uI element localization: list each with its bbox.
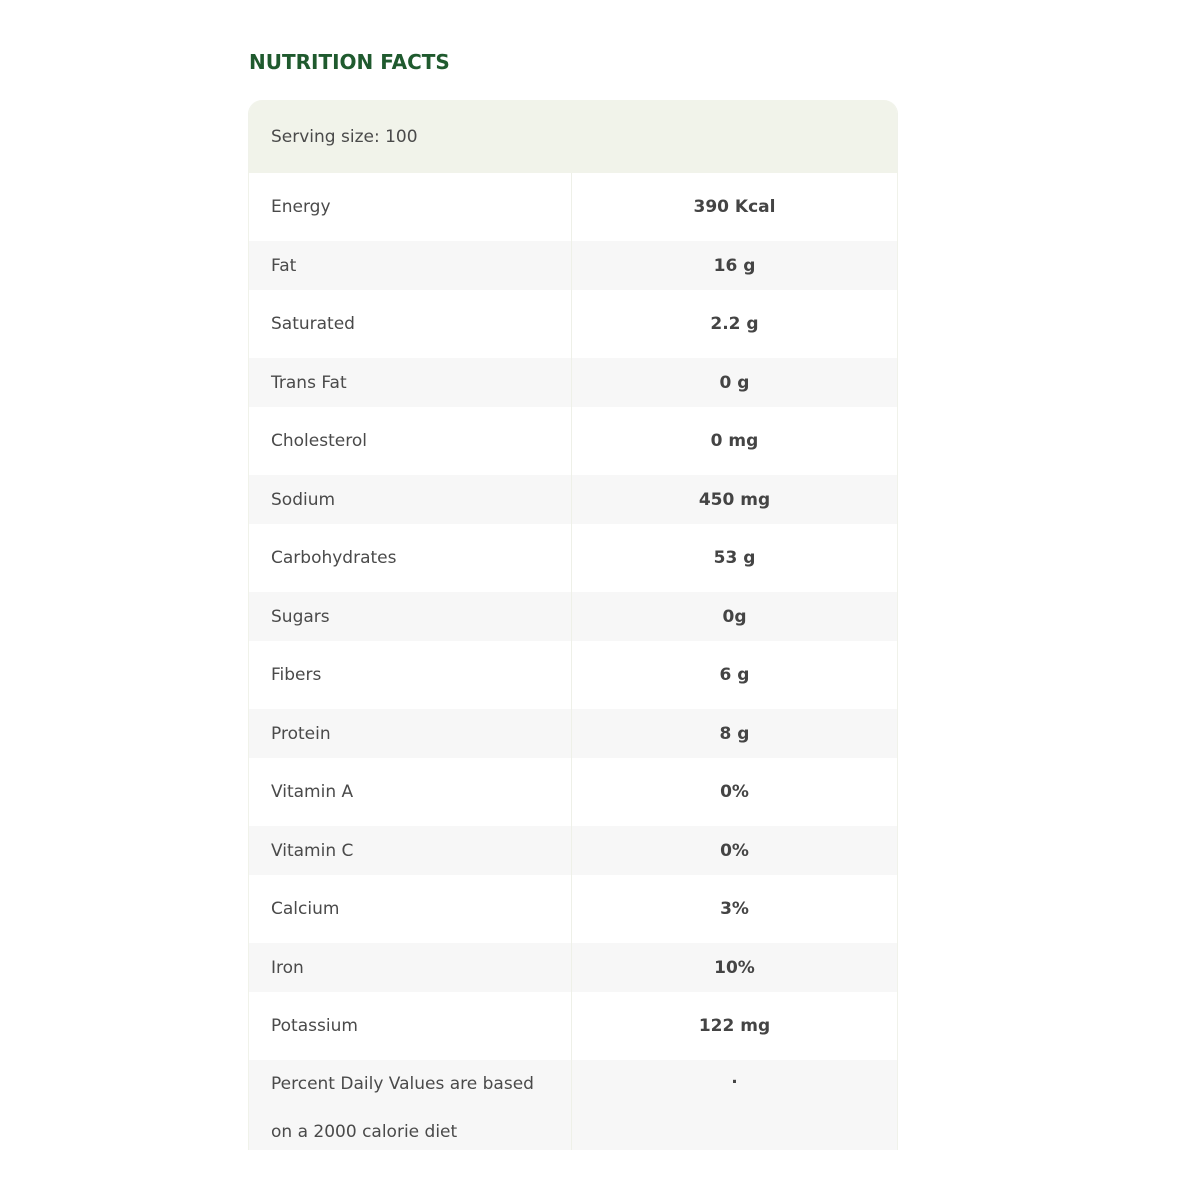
nutrient-value: 8 g [719, 723, 750, 744]
nutrient-label: Cholesterol [249, 407, 572, 475]
table-row [249, 709, 897, 758]
nutrient-label: Calcium [249, 875, 572, 943]
nutrient-value: 3% [720, 899, 749, 919]
nutrient-label: Protein [249, 709, 572, 758]
nutrient-label: Iron [249, 943, 572, 992]
table-row [249, 475, 897, 524]
table-row [249, 290, 897, 358]
footnote-label: Percent Daily Values are based on a 2000 calorie diet [249, 1060, 572, 1150]
nutrient-label: Trans Fat [249, 358, 572, 407]
table-row [249, 173, 897, 241]
table-row [249, 592, 897, 641]
table-row [249, 641, 897, 709]
nutrient-label: Energy [249, 173, 572, 241]
nutrient-label: Vitamin C [249, 826, 572, 875]
table-row [249, 875, 897, 943]
nutrient-label: Fat [249, 241, 572, 290]
nutrient-value: 2.2 g [710, 314, 759, 334]
table-row [249, 407, 897, 475]
nutrient-value: 10% [714, 957, 755, 978]
nutrition-rows [249, 173, 897, 1150]
nutrient-value: 0% [720, 840, 749, 861]
nutrient-value: 450 mg [698, 489, 771, 510]
table-row [249, 358, 897, 407]
table-row [249, 826, 897, 875]
nutrient-value: 53 g [713, 548, 756, 568]
table-row [249, 758, 897, 826]
nutrient-value: 0g [722, 606, 747, 627]
nutrient-value: 0 g [719, 372, 750, 393]
nutrition-table [248, 100, 898, 1150]
nutrient-label: Vitamin A [249, 758, 572, 826]
nutrient-label: Carbohydrates [249, 524, 572, 592]
footnote-value: . [731, 1068, 738, 1088]
nutrient-value: 0% [720, 782, 749, 802]
serving-size: Serving size: 100 [249, 100, 897, 173]
nutrient-label: Potassium [249, 992, 572, 1060]
table-row [249, 992, 897, 1060]
table-row [249, 943, 897, 992]
nutrient-label: Fibers [249, 641, 572, 709]
nutrient-value: 0 mg [710, 431, 759, 451]
nutrient-label: Sugars [249, 592, 572, 641]
table-row [249, 524, 897, 592]
nutrient-label: Saturated [249, 290, 572, 358]
nutrient-value: 6 g [719, 665, 750, 685]
nutrient-value: 390 Kcal [693, 197, 776, 217]
table-row [249, 241, 897, 290]
footnote-row [249, 1060, 897, 1150]
nutrient-value: 16 g [713, 255, 756, 276]
nutrient-label: Sodium [249, 475, 572, 524]
section-title: NUTRITION FACTS [249, 50, 450, 74]
nutrient-value: 122 mg [698, 1016, 771, 1036]
